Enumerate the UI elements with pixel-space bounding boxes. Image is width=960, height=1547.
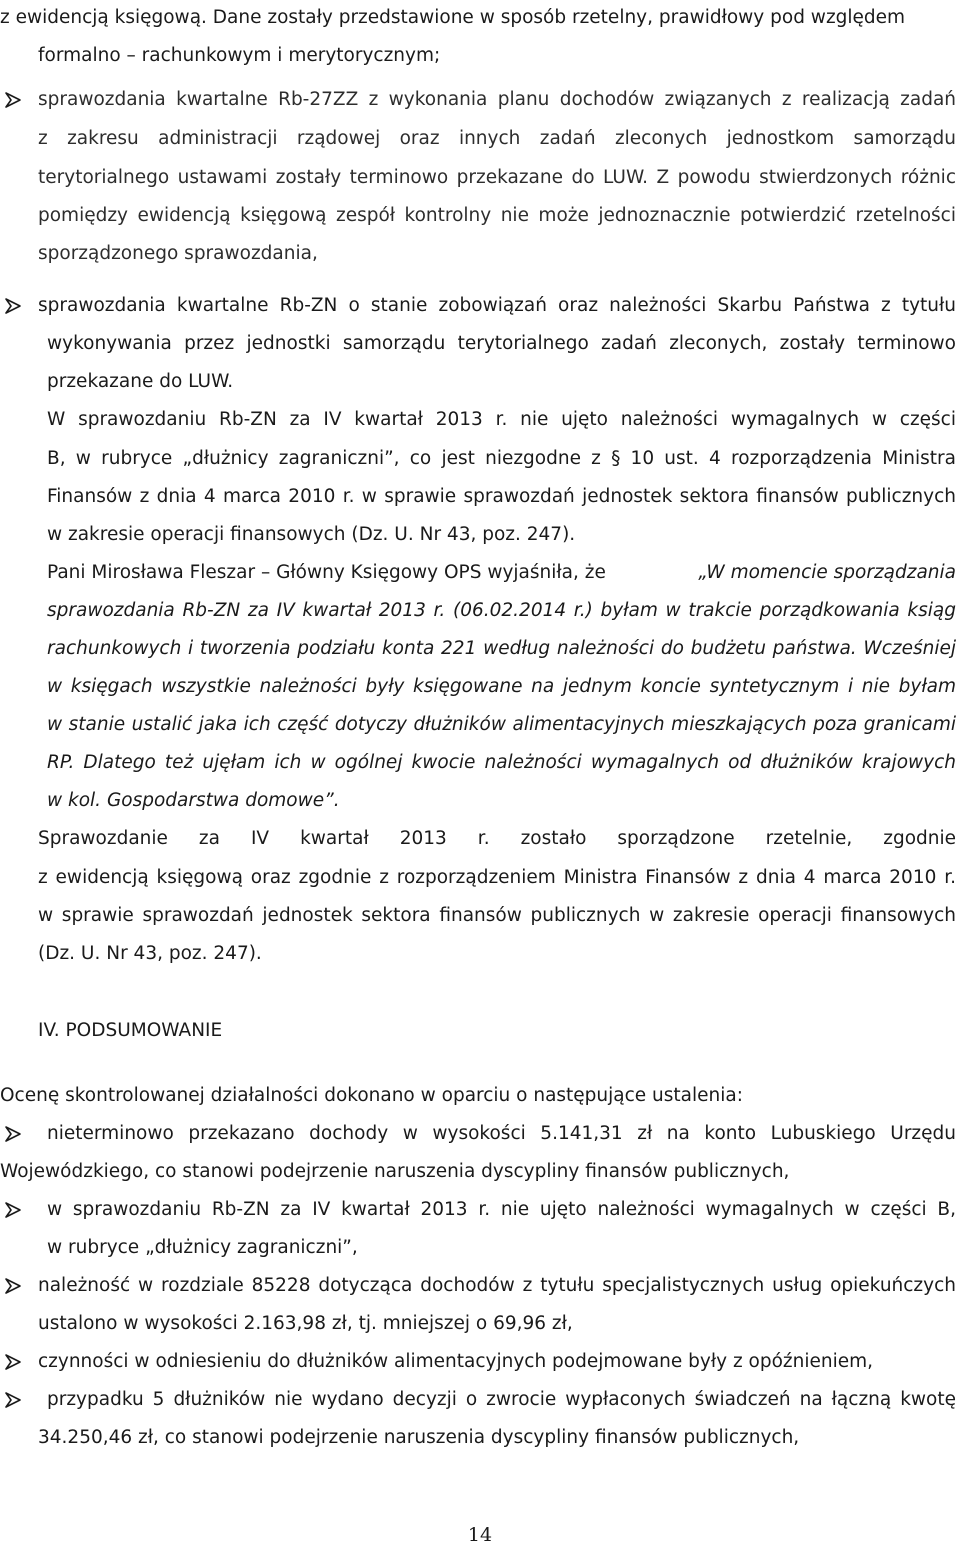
quote-line: w kol. Gospodarstwa domowe”. — [47, 790, 340, 811]
bullet-text-line: sprawozdania kwartalne Rb-27ZZ z wykonania planu dochodów związanych z realizacją zadań — [38, 89, 956, 110]
arrow-bullet-icon — [4, 1391, 22, 1409]
summary-item-line: ustalono w wysokości 2.163,98 zł, tj. mniejszej o 69,96 zł, — [38, 1313, 573, 1334]
section-heading: IV. PODSUMOWANIE — [38, 1020, 223, 1041]
paragraph-line: (Dz. U. Nr 43, poz. 247). — [38, 943, 262, 964]
bullet-text-line: wykonywania przez jednostki samorządu terytorialnego zadań zleconych, zostały terminowo — [47, 333, 956, 354]
bullet-text-line: sprawozdania kwartalne Rb-ZN o stanie zobowiązań oraz należności Skarbu Państwa z tytułu — [38, 295, 956, 316]
arrow-bullet-icon — [4, 1201, 22, 1219]
summary-intro: Ocenę skontrolowanej działalności dokonano w oparciu o następujące ustalenia: — [0, 1085, 743, 1106]
paragraph-line: z ewidencją księgową oraz zgodnie z rozporządzeniem Ministra Finansów z dnia 4 marca 2010 r. — [38, 867, 956, 888]
quote-line: w księgach wszystkie należności były księgowane na jednym koncie syntetycznym i nie byłam — [47, 676, 956, 697]
summary-item-line: w rubryce „dłużnicy zagraniczni”, — [47, 1237, 358, 1258]
quote-start: „W momencie sporządzania — [698, 562, 956, 583]
summary-item-line: w sprawozdaniu Rb-ZN za IV kwartał 2013 r. nie ujęto należności wymagalnych w części B, — [47, 1199, 956, 1220]
quote-line: RP. Dlatego też ujęłam ich w ogólnej kwocie należności wymagalnych od dłużników krajowych — [47, 752, 956, 773]
bullet-text-line: przekazane do LUW. — [47, 371, 234, 392]
arrow-bullet-icon — [4, 91, 22, 109]
arrow-bullet-icon — [4, 297, 22, 315]
summary-item-line: przypadku 5 dłużników nie wydano decyzji o zwrocie wypłaconych świadczeń na łączną kwotę — [47, 1389, 956, 1410]
quote-line: w stanie ustalić jaka ich część dotyczy dłużników alimentacyjnych mieszkających poza granicami — [47, 714, 956, 735]
bullet-text-line: z zakresu administracji rządowej oraz innych zadań zleconych jednostkom samorządu — [38, 128, 956, 149]
bullet-text-line: sporządzonego sprawozdania, — [38, 243, 318, 264]
paragraph-line — [47, 561, 956, 585]
paragraph-line: w sprawie sprawozdań jednostek sektora finansów publicznych w zakresie operacji finansowych — [38, 905, 956, 926]
bullet-text-line: terytorialnego ustawami zostały terminowo przekazane do LUW. Z powodu stwierdzonych różnic — [38, 167, 956, 188]
explanation-intro: Pani Mirosława Fleszar – Główny Księgowy OPS wyjaśniła, że — [47, 562, 606, 583]
paragraph-line: B, w rubryce „dłużnicy zagraniczni”, co jest niezgodne z § 10 ust. 4 rozporządzenia Ministra — [47, 448, 956, 469]
summary-item-line: należność w rozdziale 85228 dotycząca dochodów z tytułu specjalistycznych usług opiekuńczych — [38, 1275, 956, 1296]
arrow-bullet-icon — [4, 1125, 22, 1143]
arrow-bullet-icon — [4, 1277, 22, 1295]
summary-item-line: nieterminowo przekazano dochody w wysokości 5.141,31 zł na konto Lubuskiego Urzędu — [47, 1123, 956, 1144]
summary-item-line: czynności w odniesieniu do dłużników alimentacyjnych podejmowane były z opóźnieniem, — [38, 1351, 874, 1372]
arrow-bullet-icon — [4, 1353, 22, 1371]
quote-line: sprawozdania Rb-ZN za IV kwartał 2013 r. (06.02.2014 r.) byłam w trakcie porządkowania ksiąg — [47, 600, 956, 621]
summary-item-line: Wojewódzkiego, co stanowi podejrzenie naruszenia dyscypliny finansów publicznych, — [0, 1161, 790, 1182]
paragraph-line: z ewidencją księgową. Dane zostały przedstawione w sposób rzetelny, prawidłowy pod względem — [0, 7, 906, 28]
paragraph-line: w zakresie operacji finansowych (Dz. U. Nr 43, poz. 247). — [47, 524, 576, 545]
quote-line: rachunkowych i tworzenia podziału konta 221 według należności do budżetu państwa. Wcześniej — [47, 638, 956, 659]
paragraph-line: formalno – rachunkowym i merytorycznym; — [38, 45, 441, 66]
paragraph-line: Sprawozdanie za IV kwartał 2013 r. zostało sporządzone rzetelnie, zgodnie — [38, 828, 956, 849]
paragraph-line: W sprawozdaniu Rb-ZN za IV kwartał 2013 r. nie ujęto należności wymagalnych w części — [47, 409, 956, 430]
paragraph-line: Finansów z dnia 4 marca 2010 r. w sprawie sprawozdań jednostek sektora finansów publicznych — [47, 486, 956, 507]
bullet-text-line: pomiędzy ewidencją księgową zespół kontrolny nie może jednoznacznie potwierdzić rzetelności — [38, 205, 956, 226]
summary-item-line: 34.250,46 zł, co stanowi podejrzenie naruszenia dyscypliny finansów publicznych, — [38, 1427, 800, 1448]
page-number: 14 — [467, 1524, 493, 1546]
